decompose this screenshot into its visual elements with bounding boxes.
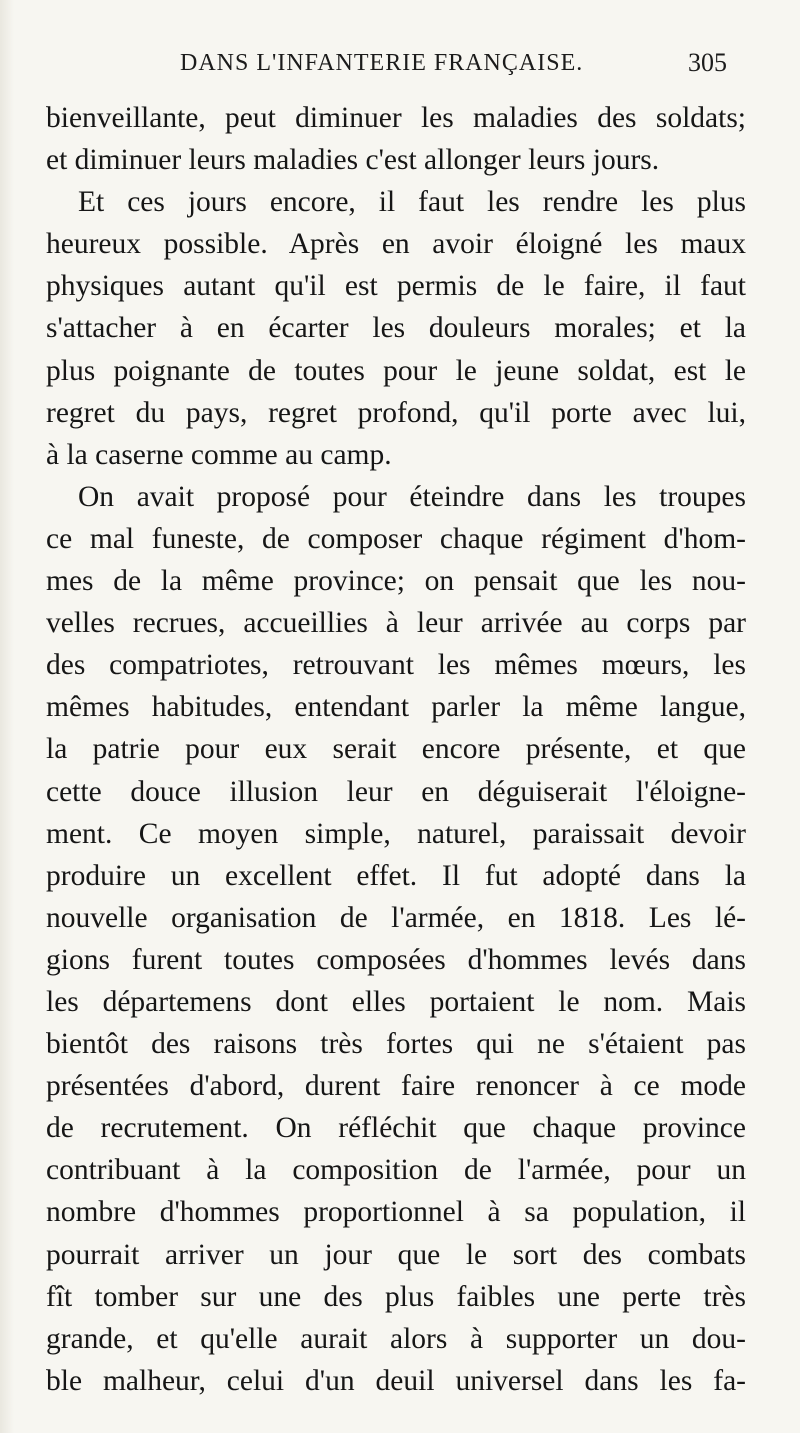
body-text [46,97,746,1402]
text-line: heureux possible. Après en avoir éloigné les maux [46,228,746,261]
text-line: ble malheur, celui d'un deuil universel dans les fa- [46,1364,746,1397]
text-line: physiques autant qu'il est permis de le faire, il faut [46,270,746,303]
text-line: bientôt des raisons très fortes qui ne s'étaient pas [46,1028,746,1061]
text-line: cette douce illusion leur en déguiserait l'éloigne- [46,775,746,808]
text-line: la patrie pour eux serait encore présente, et que [46,733,746,766]
text-line: bienveillante, peut diminuer les maladies des soldats; [46,102,746,134]
text-line: ce mal funeste, de composer chaque régiment d'hom- [46,522,746,555]
page-number: 305 [688,48,727,77]
text-line: grande, et qu'elle aurait alors à supporter un dou- [46,1322,746,1355]
text-line: s'attacher à en écarter les douleurs morales; et la [46,312,746,345]
paragraph-first-line: Et ces jours encore, il faut les rendre les plus [78,186,746,219]
text-line: et diminuer leurs maladies c'est allonger leurs jours. [46,144,660,177]
text-line: regret du pays, regret profond, qu'il porte avec lui, [46,396,746,429]
paragraph-first-line: On avait proposé pour éteindre dans les troupes [78,480,746,513]
text-line: des compatriotes, retrouvant les mêmes mœurs, les [46,649,746,682]
text-line: nombre d'hommes proportionnel à sa population, il [46,1196,746,1229]
text-line: gions furent toutes composées d'hommes levés dans [46,943,746,976]
text-line: mêmes habitudes, entendant parler la même langue, [46,691,746,724]
text-line: à la caserne comme au camp. [46,438,392,471]
text-line: de recrutement. On réfléchit que chaque province [46,1112,746,1145]
text-line: nouvelle organisation de l'armée, en 1818. Les lé- [46,901,746,934]
text-line: présentées d'abord, durent faire renoncer à ce mode [46,1070,746,1103]
text-line: pourrait arriver un jour que le sort des combats [46,1238,746,1271]
text-line: ment. Ce moyen simple, naturel, paraissait devoir [46,817,746,850]
text-line: velles recrues, accueillies à leur arrivée au corps par [46,607,746,640]
text-line: mes de la même province; on pensait que les nou- [46,565,746,598]
running-title: DANS L'INFANTERIE FRANÇAISE. [180,50,584,76]
text-line: fît tomber sur une des plus faibles une perte très [46,1280,746,1313]
running-head [0,48,800,88]
page-edge-shadow [0,0,14,1433]
text-line: produire un excellent effet. Il fut adopté dans la [46,859,746,892]
text-line: plus poignante de toutes pour le jeune soldat, est le [46,354,746,387]
text-line: contribuant à la composition de l'armée, pour un [46,1154,746,1187]
text-line: les départemens dont elles portaient le nom. Mais [46,985,746,1018]
